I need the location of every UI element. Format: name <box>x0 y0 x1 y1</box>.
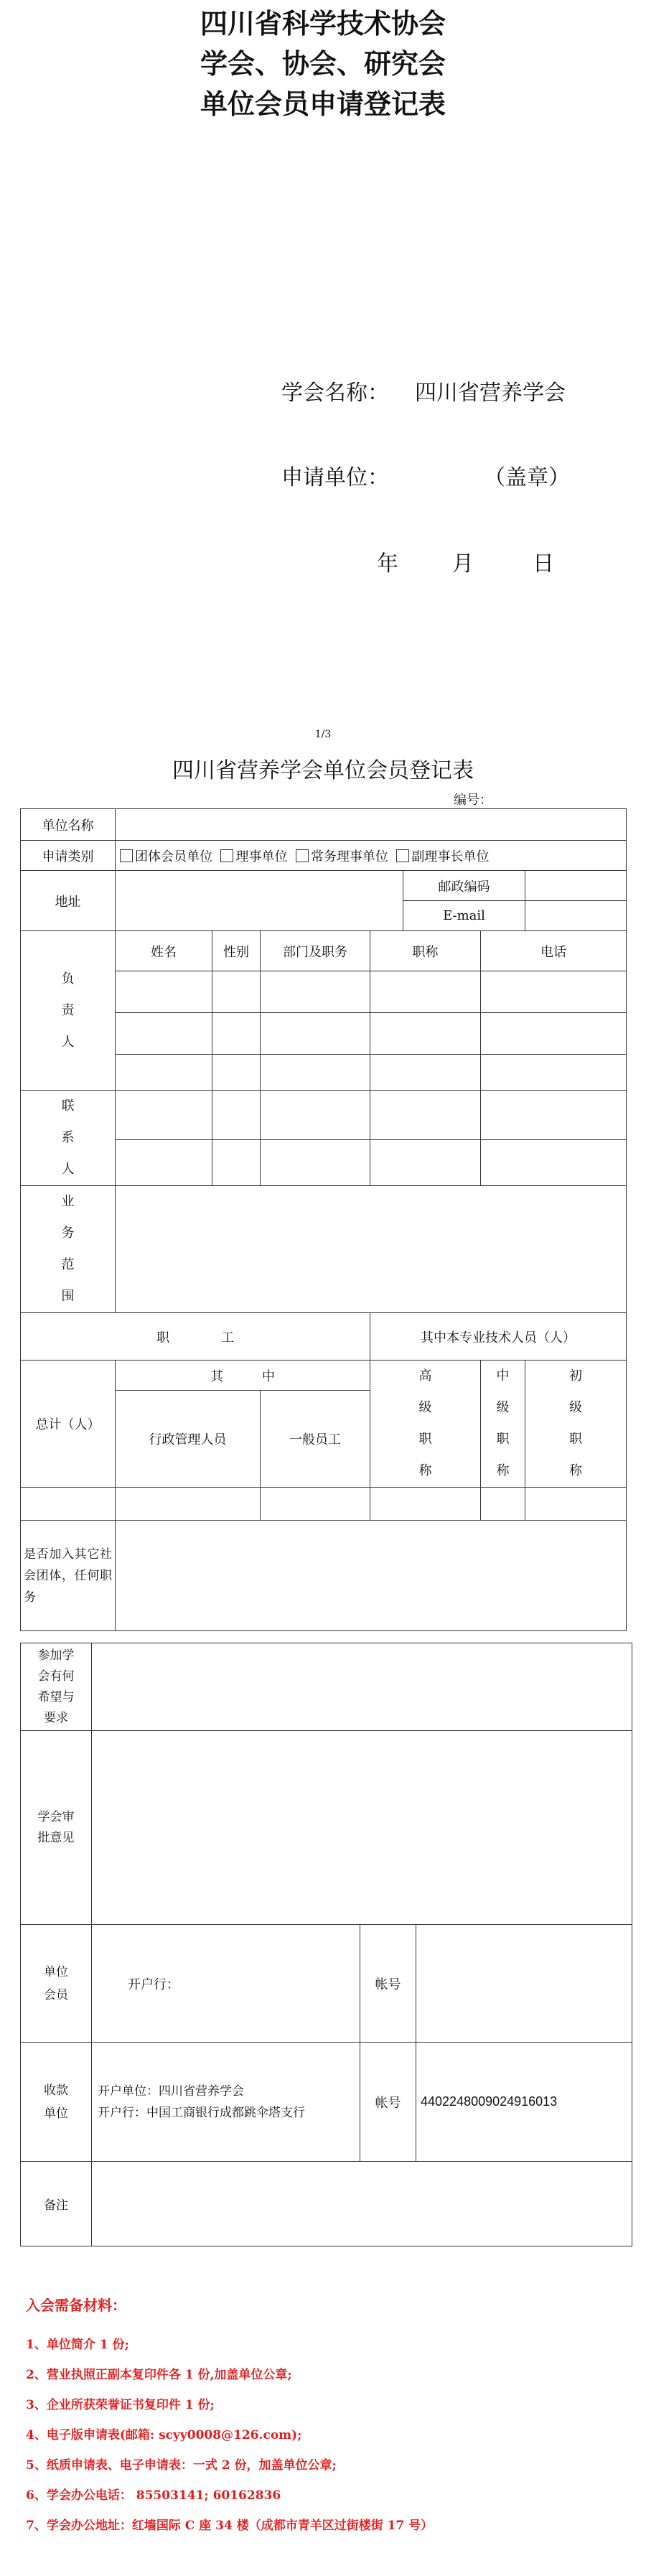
col-dept: 部门及职务 <box>261 931 370 971</box>
member-bank-label: 开户行： <box>92 1925 360 2043</box>
cell[interactable] <box>261 1055 370 1091</box>
cell[interactable] <box>212 1013 261 1055</box>
cell[interactable] <box>116 1091 212 1140</box>
cell[interactable] <box>21 1488 116 1521</box>
middle-title-label: 中 级 职 称 <box>481 1361 525 1488</box>
cell[interactable] <box>261 1139 370 1185</box>
col-title: 职称 <box>370 931 481 971</box>
seal-text: （盖章） <box>484 465 570 490</box>
type-option-group[interactable]: 团体会员单位 <box>120 849 212 864</box>
cover-title-line-1: 四川省科学技术协会 <box>200 7 446 39</box>
col-name: 姓名 <box>116 931 212 971</box>
unit-name-label: 单位名称 <box>21 809 116 841</box>
cell[interactable] <box>525 1488 627 1521</box>
admin-staff-label: 行政管理人员 <box>116 1391 261 1488</box>
tech-staff-label: 其中本专业技术人员（人） <box>370 1313 627 1361</box>
applicant-label: 申请单位： <box>281 465 389 490</box>
email-label: E-mail <box>403 901 525 931</box>
approval-table <box>20 1643 632 2246</box>
date-month: 月 <box>452 551 474 577</box>
cell[interactable] <box>481 1091 627 1140</box>
payee-bank: 开户行：中国工商银行成都跳伞塔支行 <box>98 2105 305 2120</box>
approval-field[interactable] <box>92 1731 632 1925</box>
staff-label: 职 工 <box>21 1313 370 1361</box>
junior-title-label: 初 级 职 称 <box>525 1361 627 1488</box>
total-label: 总计（人） <box>21 1361 116 1488</box>
cover-title-line-3: 单位会员申请登记表 <box>200 88 446 120</box>
unit-name-field[interactable] <box>116 809 627 841</box>
date-year: 年 <box>377 551 398 577</box>
address-field[interactable] <box>116 871 403 931</box>
cell[interactable] <box>261 1013 370 1055</box>
postcode-field[interactable] <box>525 871 627 901</box>
cell[interactable] <box>481 1055 627 1091</box>
cell[interactable] <box>370 1139 481 1185</box>
requirement-item: 2、营业执照正副本复印件各 1 份,加盖单位公章; <box>26 2368 292 2382</box>
checkbox[interactable] <box>220 849 233 862</box>
serial-label: 编号： <box>454 793 492 808</box>
page-number: 1/3 <box>314 729 332 740</box>
scope-field[interactable] <box>116 1186 627 1313</box>
cover-title-line-2: 学会、协会、研究会 <box>200 47 446 80</box>
approval-label: 学会审 批意见 <box>21 1731 92 1925</box>
remark-label: 备注 <box>21 2162 92 2246</box>
payee-unit: 开户单位：四川省营养学会 <box>98 2083 244 2099</box>
col-gender: 性别 <box>212 931 261 971</box>
postcode-label: 邮政编码 <box>403 871 525 901</box>
cell[interactable] <box>261 1091 370 1140</box>
cell[interactable] <box>370 1488 481 1521</box>
member-account-field[interactable] <box>416 1925 632 2043</box>
unit-member-label: 单位 会员 <box>21 1925 92 2043</box>
remark-field[interactable] <box>92 2162 632 2246</box>
cell[interactable] <box>261 1488 370 1521</box>
cell[interactable] <box>481 1013 627 1055</box>
cell[interactable] <box>261 971 370 1013</box>
date-day: 日 <box>533 551 554 577</box>
type-option-standing[interactable]: 常务理事单位 <box>296 849 388 864</box>
other-org-label: 是否加入其它社会团体，任何职务 <box>21 1521 116 1631</box>
requirement-item: 3、企业所获荣誉证书复印件 1 份; <box>26 2398 215 2412</box>
cell[interactable] <box>370 1055 481 1091</box>
receiver-label: 收款 单位 <box>21 2043 92 2162</box>
type-option-director[interactable]: 理事单位 <box>220 849 287 864</box>
requirements-heading: 入会需备材料： <box>26 2297 126 2314</box>
society-label: 学会名称： <box>281 381 389 406</box>
cell[interactable] <box>212 1091 261 1140</box>
requirement-item: 6、学会办公电话： 85503141; 60162836 <box>26 2488 281 2503</box>
address-label: 地址 <box>21 871 116 931</box>
checkbox[interactable] <box>396 849 409 862</box>
cell[interactable] <box>370 971 481 1013</box>
apply-type-options <box>116 841 627 871</box>
requirement-item: 4、电子版申请表(邮箱: scyy0008@126.com); <box>26 2428 302 2442</box>
society-name: 四川省营养学会 <box>415 381 566 406</box>
checkbox[interactable] <box>120 849 133 862</box>
requirement-item: 1、单位简介 1 份; <box>26 2338 129 2352</box>
payee-account-label: 帐号 <box>360 2043 416 2162</box>
cell[interactable] <box>212 971 261 1013</box>
requirement-item: 7、学会办公地址：红墙国际 C 座 34 楼（成都市青羊区过街楼街 17 号） <box>26 2519 434 2533</box>
cell[interactable] <box>370 1013 481 1055</box>
requirement-item: 5、纸质申请表、电子申请表：一式 2 份，加盖单位公章; <box>26 2458 337 2473</box>
col-phone: 电话 <box>481 931 627 971</box>
cell[interactable] <box>212 1139 261 1185</box>
among-label: 其 中 <box>116 1361 370 1391</box>
hope-field[interactable] <box>92 1643 632 1731</box>
cell[interactable] <box>212 1055 261 1091</box>
type-option-vice-chair[interactable]: 副理事长单位 <box>396 849 489 864</box>
registration-table <box>20 808 627 1631</box>
cell[interactable] <box>116 1013 212 1055</box>
cell[interactable] <box>116 1488 261 1521</box>
email-field[interactable] <box>525 901 627 931</box>
leader-label: 负 责 人 <box>21 931 116 1091</box>
senior-title-label: 高 级 职 称 <box>370 1361 481 1488</box>
checkbox[interactable] <box>296 849 309 862</box>
cell[interactable] <box>481 1139 627 1185</box>
payee-info <box>92 2043 360 2162</box>
hope-label: 参加学 会有何 希望与 要求 <box>21 1643 92 1731</box>
cell[interactable] <box>481 1488 525 1521</box>
scope-label: 业 务 范 围 <box>21 1186 116 1313</box>
cell[interactable] <box>116 1139 212 1185</box>
general-staff-label: 一般员工 <box>261 1391 370 1488</box>
member-account-label: 帐号 <box>360 1925 416 2043</box>
cell[interactable] <box>116 1055 212 1091</box>
apply-type-label: 申请类别 <box>21 841 116 871</box>
cell[interactable] <box>116 971 212 1013</box>
contact-label: 联 系 人 <box>21 1091 116 1186</box>
form-title: 四川省营养学会单位会员登记表 <box>172 758 474 783</box>
payee-account-number: 4402248009024916013 <box>416 2043 632 2162</box>
other-org-field[interactable] <box>116 1521 627 1631</box>
cell[interactable] <box>481 971 627 1013</box>
cell[interactable] <box>370 1091 481 1140</box>
